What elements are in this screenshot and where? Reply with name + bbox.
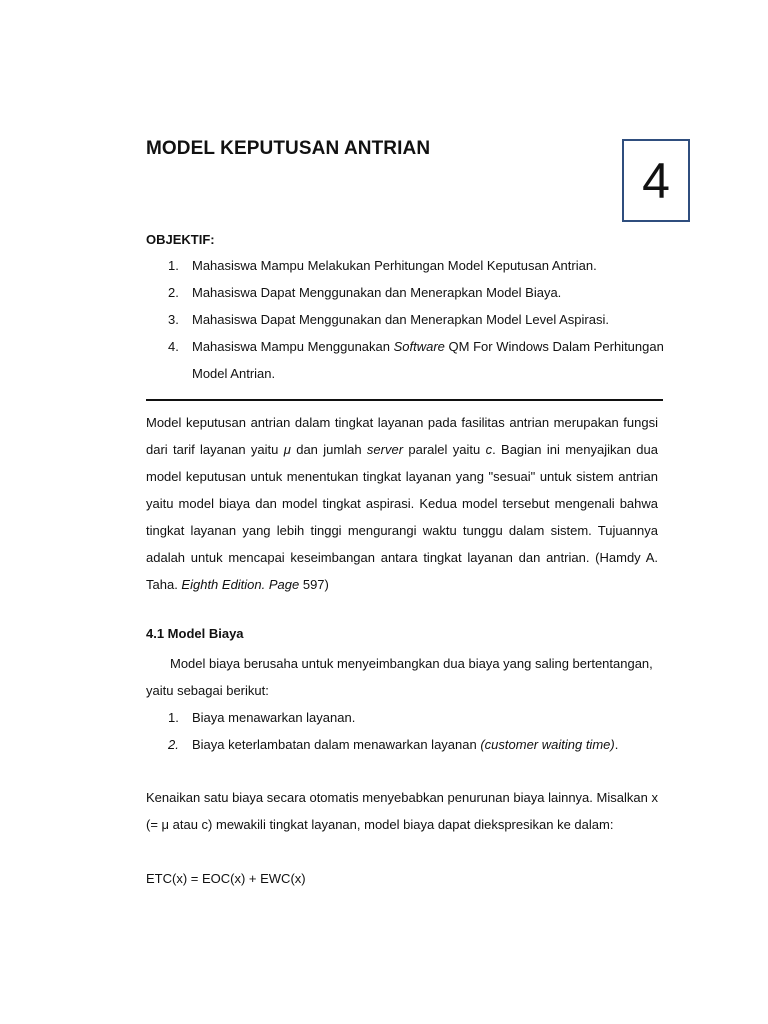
list-item [146,252,666,279]
list-number: 2. [168,285,179,300]
list-text: Mahasiswa Mampu Melakukan Perhitungan Model Keputusan Antrian. [192,258,597,273]
biaya-list [146,704,666,758]
list-text: Mahasiswa Dapat Menggunakan dan Menerapkan Model Biaya. [192,285,562,300]
intro-paragraph [146,409,658,598]
list-text-part: Biaya keterlambatan dalam menawarkan layanan [192,737,481,752]
list-item [146,306,666,333]
intro-text: Model keputusan antrian dalam tingkat layanan pada fasilitas antrian merupakan fungsi dari tarif layanan yaitu [146,415,658,457]
list-item [146,731,666,758]
chapter-number-box [622,139,690,222]
chapter-number: 4 [642,152,670,209]
list-text [192,737,618,752]
intro-text: 597) [299,577,329,592]
list-text-part: QM For Windows Dalam Perhitungan Model Antrian. [192,339,664,381]
list-item [146,333,666,387]
server-term: server [366,442,404,457]
c-symbol: c [485,442,493,457]
customer-waiting-time: (customer waiting time) [480,737,615,752]
list-text: Biaya menawarkan layanan. [192,710,356,725]
list-text-part: Mahasiswa Mampu Menggunakan [192,339,394,354]
list-number: 3. [168,312,179,327]
page-title: MODEL KEPUTUSAN ANTRIAN [146,138,431,159]
objektif-list [146,252,666,387]
list-number: 1. [168,710,179,725]
formula: ETC(x) = EOC(x) + EWC(x) [146,871,306,886]
intro-text: dan jumlah [290,442,367,457]
edition-citation: Eighth Edition. Page [181,577,300,592]
model-biaya-paragraph: Model biaya berusaha untuk menyeimbangkan dua biaya yang saling bertentangan, yaitu sebagai berikut: [146,656,653,698]
list-number: 2. [168,737,179,752]
list-number: 1. [168,258,179,273]
section-divider [146,399,663,401]
kenaikan-paragraph: Kenaikan satu biaya secara otomatis menyebabkan penurunan biaya lainnya. Misalkan x (= μ atau c) mewakili tingkat layanan, model biaya dapat diekspresikan ke dalam: [146,790,658,832]
intro-text: . Bagian ini menyajikan dua model keputusan untuk menentukan tingkat layanan yang "sesuai" untuk sistem antrian yaitu model biaya dan model tingkat aspirasi. Kedua model tersebut mengenali bahwa tingkat layanan yang lebih tinggi mengurangi waktu tunggu dalam sistem. Tujuannya adalah untuk mencapai keseimbangan antara tingkat layanan dan antrian. (Hamdy A. Taha. [146,442,658,592]
list-item [146,279,666,306]
objektif-heading: OBJEKTIF: [146,232,215,247]
mu-symbol: μ [283,442,291,457]
intro-text: paralel yaitu [403,442,486,457]
software-term: Software [393,339,445,354]
list-text-part: . [614,737,619,752]
section-heading: 4.1 Model Biaya [146,626,244,641]
list-item [146,704,666,731]
list-text [192,339,664,381]
list-text: Mahasiswa Dapat Menggunakan dan Menerapkan Model Level Aspirasi. [192,312,609,327]
list-number: 4. [168,339,179,354]
